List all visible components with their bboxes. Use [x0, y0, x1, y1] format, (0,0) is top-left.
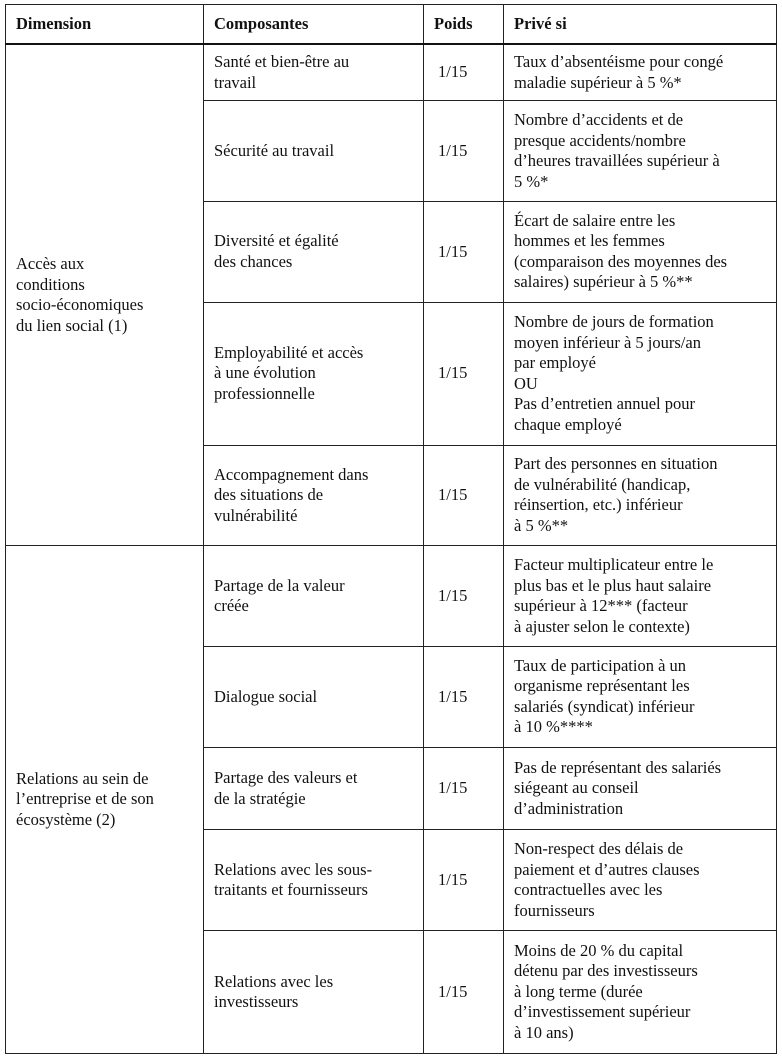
text-line: socio-économiques	[16, 295, 144, 315]
poids-cell: 1/15	[424, 201, 504, 302]
text-line: Accès aux	[16, 254, 85, 274]
composante-cell	[204, 546, 424, 647]
text-line: Relations avec les sous-	[214, 859, 373, 879]
prive-si-cell	[504, 101, 777, 202]
text-line: Taux de participation à un	[514, 655, 687, 675]
prive-si-cell	[504, 830, 777, 931]
text-line: OU	[514, 373, 538, 393]
composante-cell	[204, 302, 424, 445]
prive-si-cell	[504, 44, 777, 100]
text-line: siégeant au conseil	[514, 778, 639, 798]
text-line: à long terme (durée	[514, 981, 643, 1001]
text-line: (comparaison des moyennes des	[514, 251, 728, 271]
text-line: créée	[214, 596, 249, 616]
poids-cell: 1/15	[424, 445, 504, 546]
text-line: d’heures travaillées supérieur à	[514, 151, 720, 171]
prive-si-cell	[504, 747, 777, 830]
table-row	[6, 44, 777, 100]
prive-si-cell	[504, 445, 777, 546]
text-line: Nombre d’accidents et de	[514, 110, 684, 130]
text-line: plus bas et le plus haut salaire	[514, 575, 712, 595]
text-line: professionnelle	[214, 383, 315, 403]
text-line: Pas d’entretien annuel pour	[514, 394, 695, 414]
text-line: réinsertion, etc.) inférieur	[514, 495, 683, 515]
text-line: Accompagnement dans	[214, 464, 369, 484]
text-line: presque accidents/nombre	[514, 130, 686, 150]
prive-si-cell	[504, 546, 777, 647]
prive-si-cell	[504, 201, 777, 302]
header-prive-si: Privé si	[504, 5, 777, 45]
dimension-cell	[6, 44, 204, 546]
poids-cell: 1/15	[424, 931, 504, 1054]
text-line: chaque employé	[514, 414, 622, 434]
composante-cell	[204, 101, 424, 202]
header-dimension: Dimension	[6, 5, 204, 45]
text-line: Écart de salaire entre les	[514, 210, 676, 230]
text-line: Sécurité au travail	[214, 140, 335, 160]
text-line: détenu par des investisseurs	[514, 961, 698, 981]
text-line: à 5 %**	[514, 515, 569, 535]
text-line: Employabilité et accès	[214, 342, 364, 362]
text-line: contractuelles avec les	[514, 880, 663, 900]
text-line: de la stratégie	[214, 788, 306, 808]
text-line: traitants et fournisseurs	[214, 880, 368, 900]
text-line: Pas de représentant des salariés	[514, 757, 722, 777]
text-line: de vulnérabilité (handicap,	[514, 474, 691, 494]
text-line: maladie supérieur à 5 %*	[514, 72, 682, 92]
text-line: écosystème (2)	[16, 809, 116, 829]
text-line: investisseurs	[214, 992, 299, 1012]
composante-cell	[204, 931, 424, 1054]
poids-cell: 1/15	[424, 647, 504, 748]
text-line: fournisseurs	[514, 900, 595, 920]
poids-cell: 1/15	[424, 747, 504, 830]
composante-cell	[204, 647, 424, 748]
text-line: Partage des valeurs et	[214, 768, 358, 788]
header-poids: Poids	[424, 5, 504, 45]
text-line: du lien social (1)	[16, 315, 128, 335]
composante-cell	[204, 747, 424, 830]
poids-cell: 1/15	[424, 44, 504, 100]
text-line: Non-respect des délais de	[514, 839, 684, 859]
text-line: hommes et les femmes	[514, 231, 665, 251]
text-line: des chances	[214, 251, 293, 271]
composante-cell	[204, 445, 424, 546]
text-line: conditions	[16, 274, 85, 294]
composante-cell	[204, 201, 424, 302]
text-line: Partage de la valeur	[214, 575, 345, 595]
text-line: travail	[214, 72, 257, 92]
text-line: à 10 ans)	[514, 1022, 574, 1042]
criteria-table	[5, 4, 777, 1054]
header-composantes: Composantes	[204, 5, 424, 45]
prive-si-cell	[504, 302, 777, 445]
text-line: d’investissement supérieur	[514, 1002, 691, 1022]
table-header-row	[6, 5, 777, 45]
dimension-cell	[6, 546, 204, 1054]
text-line: Relations avec les	[214, 971, 334, 991]
text-line: 5 %*	[514, 171, 549, 191]
text-line: Moins de 20 % du capital	[514, 940, 684, 960]
text-line: d’administration	[514, 798, 624, 818]
poids-cell: 1/15	[424, 546, 504, 647]
composante-cell	[204, 44, 424, 100]
prive-si-cell	[504, 647, 777, 748]
text-line: supérieur à 12*** (facteur	[514, 596, 688, 616]
text-line: à une évolution	[214, 363, 316, 383]
table-row	[6, 546, 777, 647]
text-line: des situations de	[214, 485, 324, 505]
text-line: salaires) supérieur à 5 %**	[514, 272, 693, 292]
text-line: vulnérabilité	[214, 505, 298, 525]
text-line: par employé	[514, 353, 597, 373]
text-line: Diversité et égalité	[214, 231, 339, 251]
text-line: Relations au sein de	[16, 768, 149, 788]
text-line: à ajuster selon le contexte)	[514, 616, 690, 636]
composante-cell	[204, 830, 424, 931]
text-line: Santé et bien-être au	[214, 52, 350, 72]
text-line: l’entreprise et de son	[16, 789, 154, 809]
text-line: à 10 %****	[514, 717, 593, 737]
poids-cell: 1/15	[424, 830, 504, 931]
prive-si-cell	[504, 931, 777, 1054]
text-line: salariés (syndicat) inférieur	[514, 696, 695, 716]
poids-cell: 1/15	[424, 302, 504, 445]
text-line: moyen inférieur à 5 jours/an	[514, 332, 701, 352]
text-line: Part des personnes en situation	[514, 454, 718, 474]
text-line: Dialogue social	[214, 686, 318, 706]
text-line: paiement et d’autres clauses	[514, 859, 700, 879]
text-line: Nombre de jours de formation	[514, 312, 714, 332]
poids-cell: 1/15	[424, 101, 504, 202]
text-line: Taux d’absentéisme pour congé	[514, 52, 724, 72]
text-line: organisme représentant les	[514, 676, 690, 696]
text-line: Facteur multiplicateur entre le	[514, 555, 714, 575]
